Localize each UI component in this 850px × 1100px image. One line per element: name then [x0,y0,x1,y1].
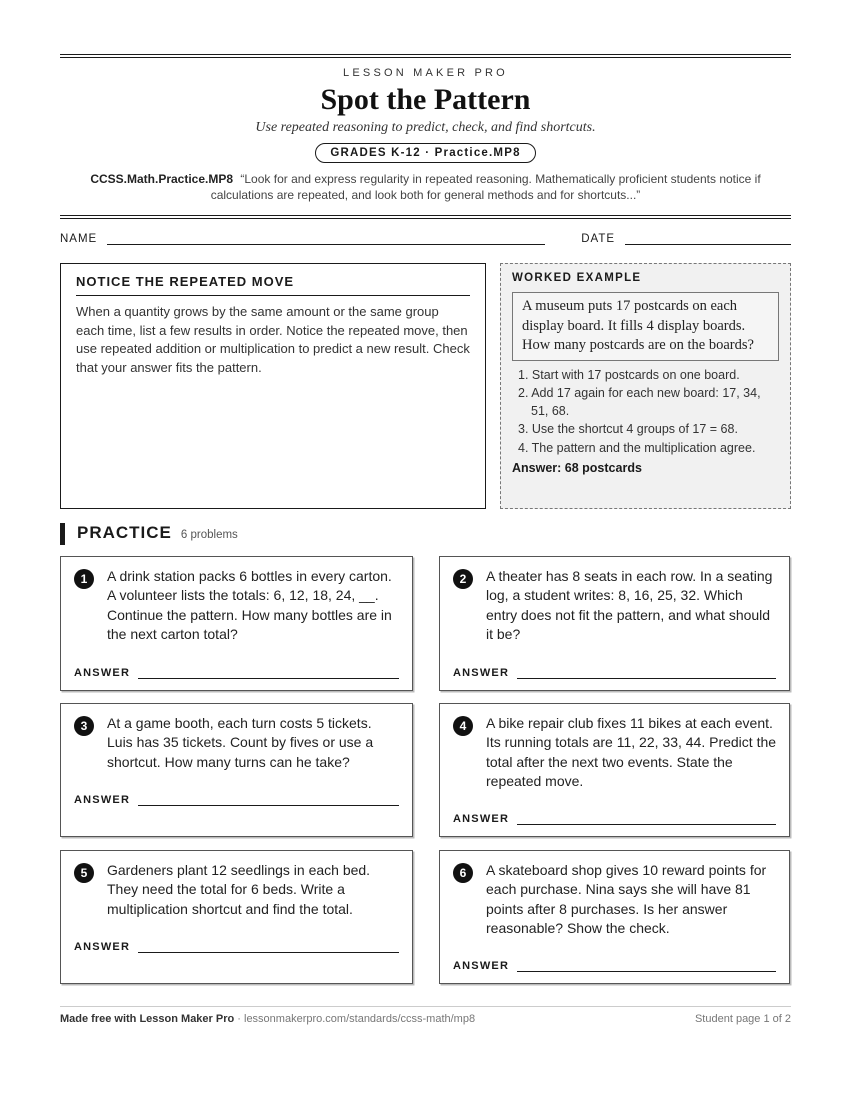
brand-label: LESSON MAKER PRO [343,67,508,79]
answer-label: ANSWER [74,794,131,806]
problem-text: At a game booth, each turn costs 5 tickets. Luis has 35 tickets. Count by fives or use a shortcut. How many turns can he take? [107,715,374,770]
standard-description [60,171,791,203]
page-title: Spot the Pattern [320,83,531,116]
problem-number: 1 [74,569,94,589]
name-field[interactable] [107,233,545,245]
footer-credit [60,1013,475,1025]
worksheet-header [60,67,791,203]
answer-row [453,960,776,972]
grade-badge: GRADES K-12 · Practice.MP8 [315,143,535,163]
worked-example-answer: Answer: 68 postcards [512,460,642,475]
answer-row [74,794,399,806]
problem-card-3 [60,703,413,837]
standard-code: CCSS.Math.Practice.MP8 [90,172,234,186]
worked-example-problem: A museum puts 17 postcards on each display board. It fills 4 display boards. How many postcards are on the boards? [512,292,779,361]
worked-example-box [500,263,791,509]
problem-card-4 [439,703,790,837]
standard-quote: “Look for and express regularity in repeated reasoning. Mathematically proficient students notice if calculations are repeated, and look both for general methods and for shortcuts...” [210,172,761,202]
problem-card-6 [439,850,790,984]
answer-label: ANSWER [74,941,131,953]
problem-number: 4 [453,716,473,736]
footer-url[interactable]: · lessonmakerpro.com/standards/ccss-math/mp8 [234,1013,476,1025]
header-bottom-rule [60,215,791,219]
date-field[interactable] [625,233,791,245]
problem-text: A drink station packs 6 bottles in every carton. A volunteer lists the totals: 6, 12, 18, 24, __. Continue the pattern. How many bottles are in the next carton total? [107,568,392,642]
problem-text: A theater has 8 seats in each row. In a seating log, a student writes: 8, 16, 25, 32. Which entry does not fit the pattern, and what should it be? [486,568,773,642]
answer-label: ANSWER [453,960,510,972]
notice-body: When a quantity grows by the same amount or the same group each time, list a few results in order. Notice the repeated move, then use repeated addition or multiplication to predict a new result. Check that your answer fits the pattern. [76,304,470,375]
problem-number: 5 [74,863,94,883]
problem-text: Gardeners plant 12 seedlings in each bed. They need the total for 6 beds. Write a multiplication shortcut and find the total. [107,862,371,917]
worked-step: 1. Start with 17 postcards on one board. [518,367,740,382]
answer-line[interactable] [517,670,776,679]
footer-made-with: Made free with Lesson Maker Pro [60,1013,235,1025]
worked-step: 2. Add 17 again for each new board: 17, 34, 51, 68. [518,385,761,419]
date-label: DATE [581,233,616,245]
answer-line[interactable] [517,816,776,825]
answer-label: ANSWER [74,667,131,679]
answer-line[interactable] [517,963,776,972]
worked-example-steps [512,366,779,457]
header-top-rule [60,54,791,58]
answer-line[interactable] [138,670,399,679]
problem-text: A bike repair club fixes 11 bikes at each event. Its running totals are 11, 22, 33, 44. Predict the total after the next two events. State the repeated move. [486,715,777,789]
intro-section [60,263,791,509]
notice-heading: NOTICE THE REPEATED MOVE [76,274,470,296]
answer-row [453,667,776,679]
notice-box [60,263,486,509]
worked-example-heading: WORKED EXAMPLE [512,272,642,284]
answer-label: ANSWER [453,813,510,825]
answer-row [453,813,776,825]
worked-step: 3. Use the shortcut 4 groups of 17 = 68. [518,422,738,437]
footer-page-number: Student page 1 of 2 [694,1013,791,1025]
answer-line[interactable] [138,797,399,806]
name-label: NAME [60,233,98,245]
answer-line[interactable] [138,944,399,953]
answer-row [74,941,399,953]
practice-heading-bar [60,523,791,545]
problem-card-1 [60,556,413,691]
answer-label: ANSWER [453,667,510,679]
worksheet-page [60,54,791,545]
problem-card-5 [60,850,413,984]
answer-row [74,667,399,679]
problem-number: 6 [453,863,473,883]
problem-card-2 [439,556,790,691]
page-footer [60,1006,791,1025]
practice-heading: PRACTICE [77,523,172,542]
worked-step: 4. The pattern and the multiplication agree. [518,440,756,455]
problem-text: A skateboard shop gives 10 reward points for each purchase. Nina says she will have 81 points after 8 purchases. Is her answer reasonable? Show the check. [486,862,767,936]
problem-number: 3 [74,716,94,736]
problem-count: 6 problems [180,529,238,541]
problem-number: 2 [453,569,473,589]
page-subtitle: Use repeated reasoning to predict, check, and find shortcuts. [255,120,596,135]
name-date-row [60,233,791,245]
